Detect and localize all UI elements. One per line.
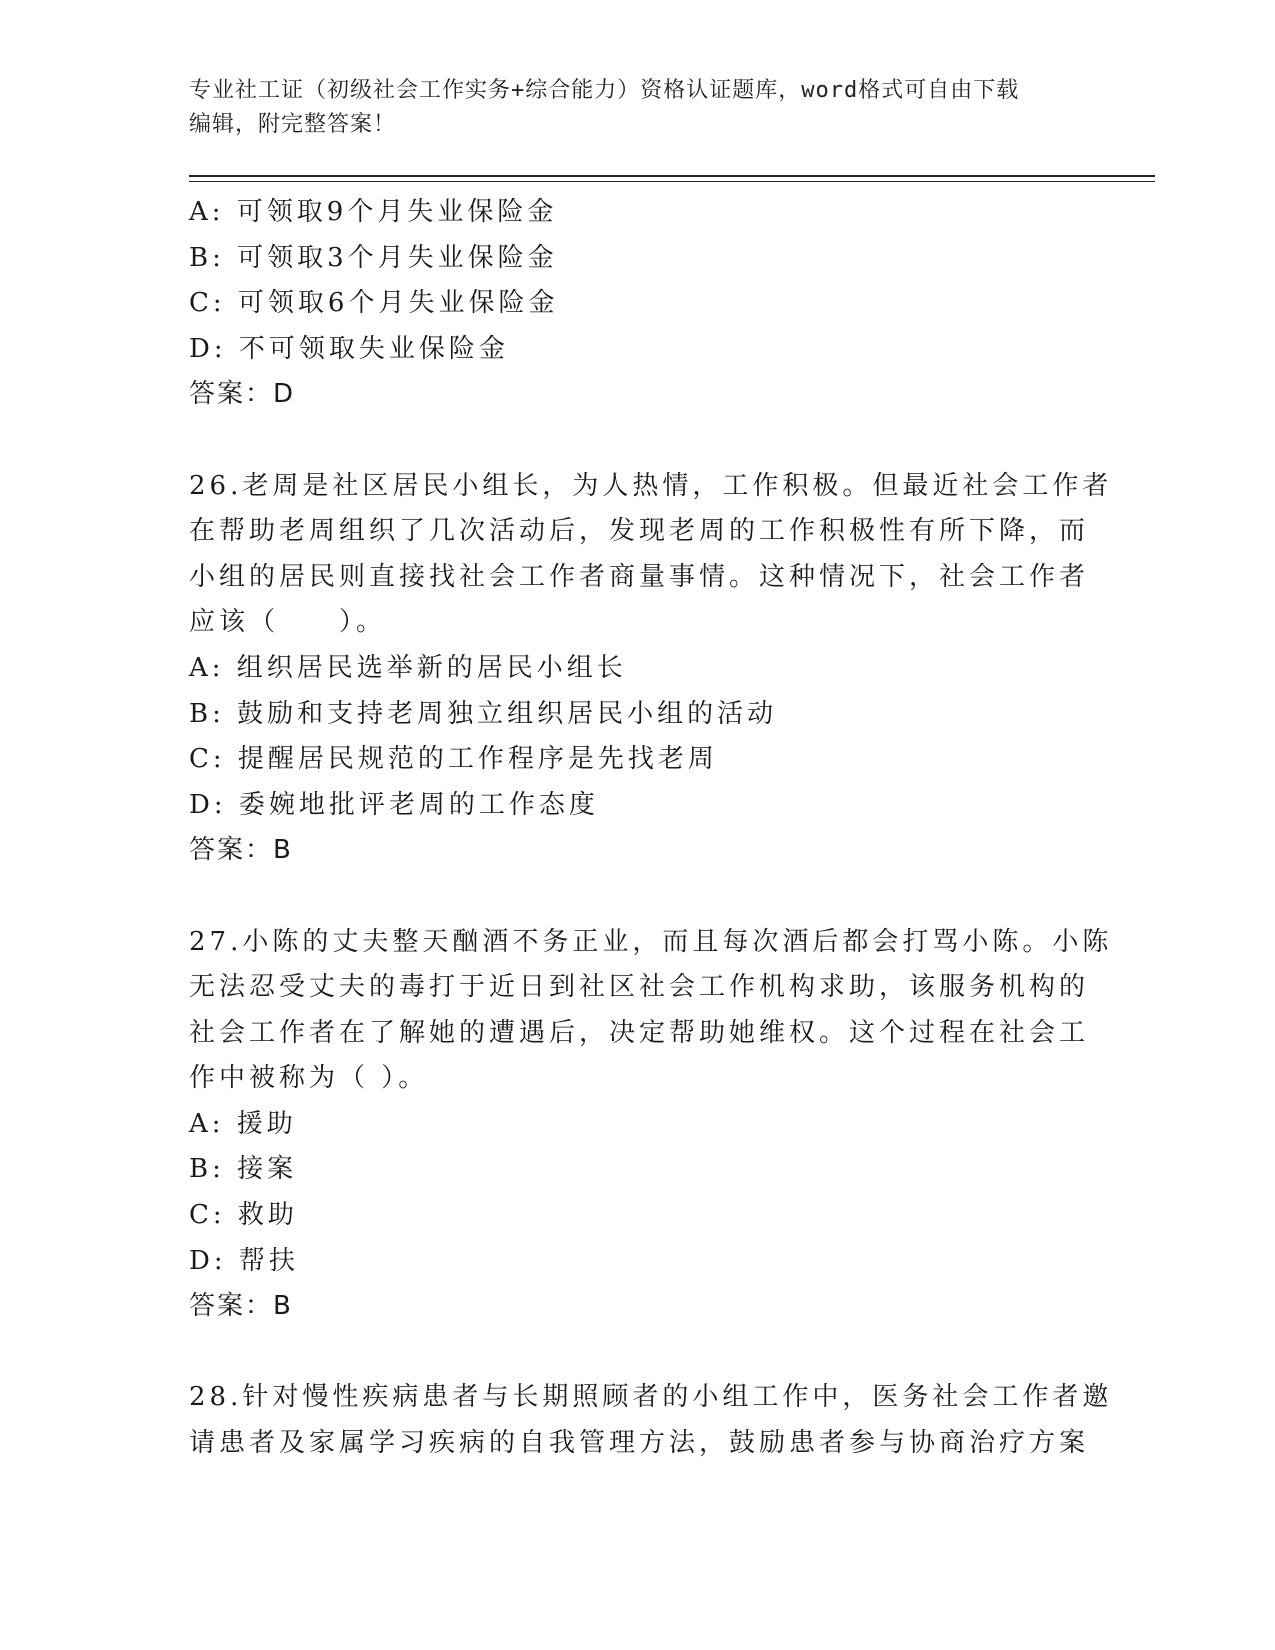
header-rule-thin: [189, 181, 1155, 182]
answer: 答案：B: [189, 1291, 293, 1322]
answer: 答案：D: [189, 379, 296, 410]
header-line-1: 专业社工证（初级社会工作实务+综合能力）资格认证题库，word格式可自由下载: [189, 78, 1020, 103]
spacer: [189, 418, 1089, 464]
question-28: [189, 1375, 1113, 1466]
option-b: B: 可领取3个月失业保险金: [189, 242, 558, 273]
document-header: [189, 74, 1089, 142]
question-stem-line: 28.针对慢性疾病患者与长期照顾者的小组工作中，医务社会工作者邀: [189, 1382, 1113, 1413]
header-line-2: 编辑，附完整答案！: [189, 112, 397, 137]
question-stem-line: 无法忍受丈夫的毒打于近日到社区社会工作机构求助，该服务机构的: [189, 972, 1090, 1003]
question-26: [189, 464, 1113, 874]
option-b: B: 鼓励和支持老周独立组织居民小组的活动: [189, 698, 778, 729]
question-stem-line: 27.小陈的丈夫整天酗酒不务正业，而且每次酒后都会打骂小陈。小陈: [189, 926, 1113, 957]
answer: 答案：B: [189, 835, 293, 866]
option-a: A: 可领取9个月失业保险金: [189, 197, 558, 227]
question-stem-line: 在帮助老周组织了几次活动后，发现老周的工作积极性有所下降，而: [189, 516, 1090, 547]
option-c: C: 救助: [189, 1200, 298, 1231]
question-stem-line: 作中被称为（ ）。: [189, 1063, 429, 1094]
option-c: C: 提醒居民规范的工作程序是先找老周: [189, 744, 718, 775]
question-25: [189, 190, 1089, 418]
question-stem-line: 应该（ ）。: [189, 607, 387, 638]
option-d: D: 不可领取失业保险金: [189, 333, 509, 364]
option-c: C: 可领取6个月失业保险金: [189, 288, 559, 319]
question-list: [189, 190, 1113, 1467]
spacer: [189, 874, 1089, 920]
option-d: D: 委婉地批评老周的工作态度: [189, 789, 599, 820]
question-stem-line: 小组的居民则直接找社会工作者商量事情。这种情况下，社会工作者: [189, 561, 1090, 592]
header-rule-thick: [189, 175, 1155, 177]
option-a: A: 组织居民选举新的居民小组长: [189, 652, 627, 683]
question-stem-line: 26.老周是社区居民小组长，为人热情，工作积极。但最近社会工作者: [189, 470, 1113, 501]
question-stem-line: 请患者及家属学习疾病的自我管理方法，鼓励患者参与协商治疗方案: [189, 1428, 1090, 1459]
question-27: [189, 920, 1113, 1330]
question-stem-line: 社会工作者在了解她的遭遇后，决定帮助她维权。这个过程在社会工: [189, 1017, 1090, 1048]
option-b: B: 接案: [189, 1154, 298, 1185]
option-a: A: 援助: [189, 1108, 297, 1139]
option-d: D: 帮扶: [189, 1245, 299, 1276]
spacer: [189, 1330, 1089, 1376]
